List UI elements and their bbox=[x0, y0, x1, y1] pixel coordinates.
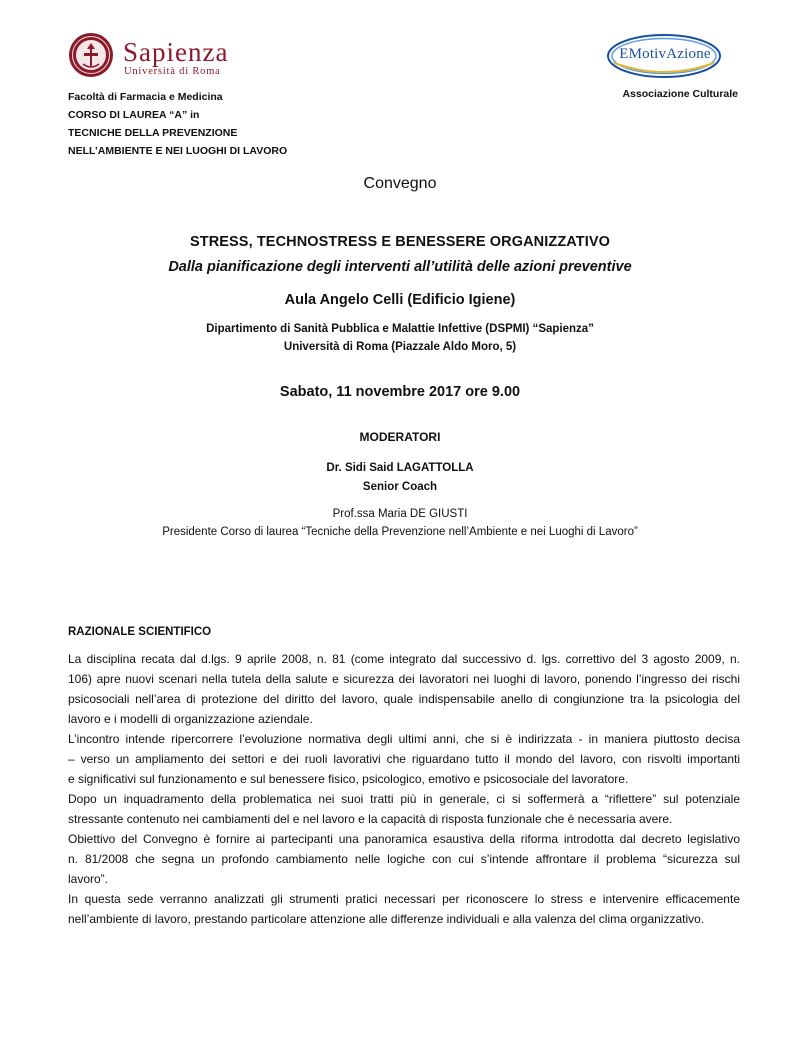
body-line: In questa sede verranno analizzati gli strumenti pratici necessari per riconoscere lo stress e intervenire efficacemente bbox=[68, 892, 740, 906]
body-line: L’incontro intende ripercorrere l’evoluzione normativa degli ultimi anni, che si è indirizzata - in maniera piuttosto decisa bbox=[68, 732, 740, 746]
event-type: Convegno bbox=[363, 175, 437, 192]
body-line: – verso un ampliamento dei settori e dei ruoli lavorativi che riguardano tutto il mondo del lavoro, con risvolti importanti bbox=[68, 752, 740, 766]
faculty-line: CORSO DI LAUREA “A” in bbox=[68, 109, 200, 121]
emotivazione-wordmark: EMotivAzione bbox=[619, 46, 711, 62]
body-line: psicosociali nell’area di protezione del diritto del lavoro, quale indispensabile anello di congiunzione tra la psicologia del bbox=[68, 692, 740, 706]
department-line-2: Università di Roma (Piazzale Aldo Moro, 5) bbox=[283, 341, 517, 353]
body-line: e significativi sul funzionamento e sul benessere fisico, psicologico, emotivo e psicosociale del lavoratore. bbox=[68, 772, 629, 786]
sapienza-seal-icon bbox=[68, 32, 114, 78]
moderator-role: Presidente Corso di laurea “Tecniche della Prevenzione nell’Ambiente e nei Luoghi di Lavoro” bbox=[162, 526, 638, 538]
association-label: Associazione Culturale bbox=[622, 88, 738, 100]
body-line: n. 81/2008 che segna un profondo cambiamento nelle logiche con cui s’intende affrontare il problema “sicurezza sul bbox=[68, 852, 740, 866]
body-line: stressante contenuto nei cambiamenti del e nel lavoro e la capacità di risposta funzionale che è necessaria avere. bbox=[68, 812, 673, 826]
moderator-name: Dr. Sidi Said LAGATTOLLA bbox=[326, 462, 474, 474]
body-line: lavoro e i modelli di organizzazione aziendale. bbox=[68, 712, 313, 726]
body-line: lavoro”. bbox=[68, 872, 109, 886]
moderator-name: Prof.ssa Maria DE GIUSTI bbox=[332, 508, 468, 520]
body-line: 106) apre nuovi scenari nella tutela della salute e sicurezza dei lavoratori nei luoghi di lavoro, ponendo l’ingresso dei rischi bbox=[68, 672, 740, 686]
event-subtitle: Dalla pianificazione degli interventi all’utilità delle azioni preventive bbox=[168, 259, 632, 275]
moderator-role: Senior Coach bbox=[362, 481, 438, 493]
sapienza-subtitle: Università di Roma bbox=[124, 66, 221, 77]
faculty-line: NELL’AMBIENTE E NEI LUOGHI DI LAVORO bbox=[68, 145, 288, 157]
faculty-line: Facoltà di Farmacia e Medicina bbox=[68, 91, 223, 103]
body-line: nell’ambiente di lavoro, prestando particolare attenzione alle differenze individuali e alla valenza del clima organizzativo. bbox=[68, 912, 705, 926]
event-venue: Aula Angelo Celli (Edificio Igiene) bbox=[284, 292, 516, 308]
body-line: La disciplina recata dal d.lgs. 9 aprile 2008, n. 81 (come integrato dal successivo d. lgs. correttivo del 3 agosto 2009, n. bbox=[68, 652, 740, 666]
faculty-line: TECNICHE DELLA PREVENZIONE bbox=[68, 127, 238, 139]
faculty-block bbox=[68, 88, 287, 160]
body-line: Dopo un inquadramento della problematica nei suoi tratti più in generale, ci si soffermerà a “riflettere” sul potenziale bbox=[68, 792, 740, 806]
body-line: Obiettivo del Convegno è fornire ai partecipanti una panoramica esaustiva della riforma introdotta dal decreto legislativo bbox=[68, 832, 740, 846]
rationale-body bbox=[68, 649, 740, 929]
moderators-heading: MODERATORI bbox=[359, 430, 441, 444]
sapienza-wordmark: Sapienza bbox=[123, 37, 229, 67]
emotivazione-logo bbox=[606, 33, 722, 79]
event-date: Sabato, 11 novembre 2017 ore 9.00 bbox=[279, 384, 521, 400]
event-title: STRESS, TECHNOSTRESS E BENESSERE ORGANIZZATIVO bbox=[189, 234, 611, 250]
rationale-heading: RAZIONALE SCIENTIFICO bbox=[68, 626, 212, 638]
department-line-1: Dipartimento di Sanità Pubblica e Malattie Infettive (DSPMI) “Sapienza” bbox=[206, 323, 594, 335]
sapienza-logo bbox=[68, 32, 288, 84]
